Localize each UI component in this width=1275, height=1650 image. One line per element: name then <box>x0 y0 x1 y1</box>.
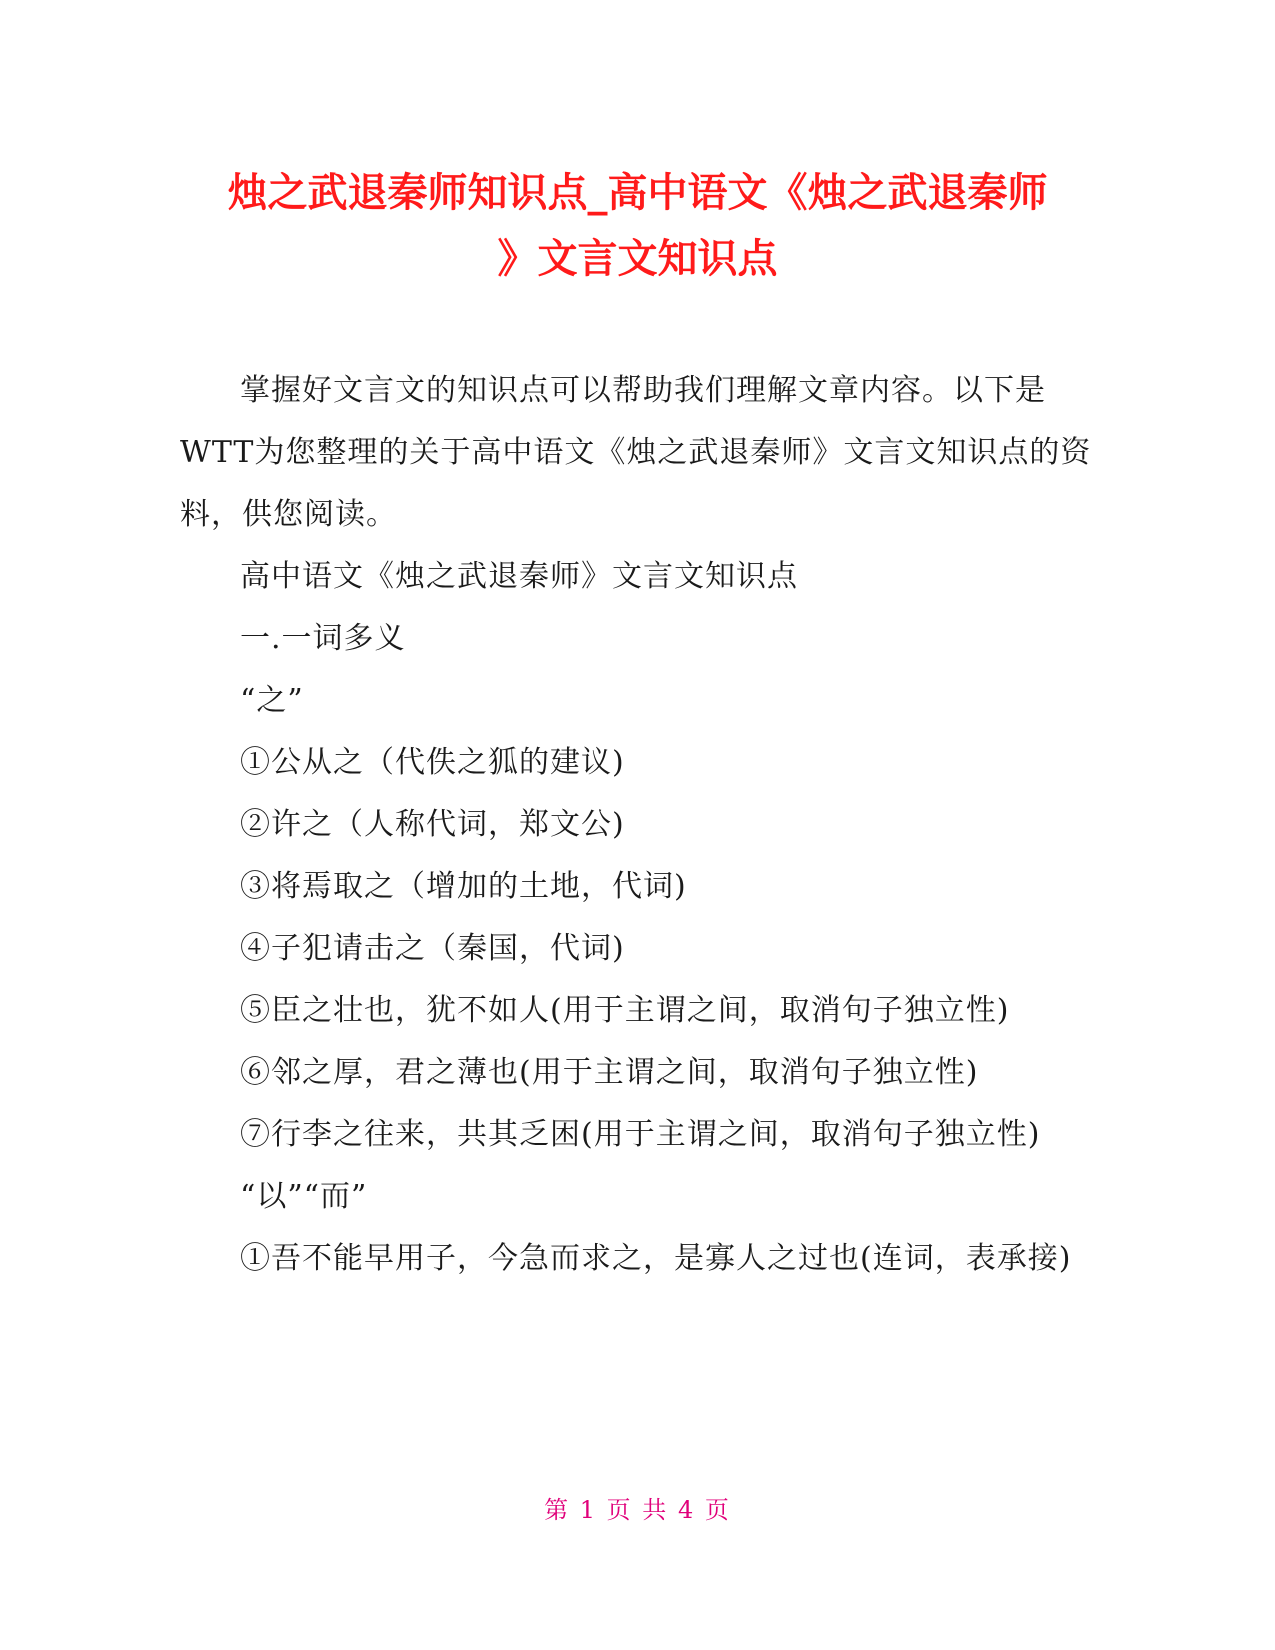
list-item: ①公从之（代佚之狐的建议) <box>240 745 625 780</box>
section-heading: 高中语文《烛之武退秦师》文言文知识点 <box>240 559 798 594</box>
document-title <box>180 160 1095 292</box>
title-line-1: 烛之武退秦师知识点_高中语文《烛之武退秦师 <box>227 170 1048 216</box>
list-item: ④子犯请击之（秦国，代词) <box>240 931 625 966</box>
list-item: ②许之（人称代词，郑文公) <box>240 807 625 842</box>
list-item: ③将焉取之（增加的土地，代词) <box>240 869 687 904</box>
page-number-footer: 第 1 页 共 4 页 <box>544 1496 731 1524</box>
list-item: ⑤臣之壮也，犹不如人(用于主谓之间，取消句子独立性) <box>240 993 1010 1028</box>
intro-paragraph: 掌握好文言文的知识点可以帮助我们理解文章内容。以下是WTT为您整理的关于高中语文《烛之武退秦师》文言文知识点的资料，供您阅读。 <box>180 373 1092 532</box>
term-heading-yi-er: “以”“而” <box>240 1179 368 1214</box>
list-item: ⑥邻之厚，君之薄也(用于主谓之间，取消句子独立性) <box>240 1055 979 1090</box>
list-item: ①吾不能早用子，今急而求之，是寡人之过也(连词，表承接) <box>240 1241 1072 1276</box>
term-heading-zhi: “之” <box>240 683 304 718</box>
list-item: ⑦行李之往来，共其乏困(用于主谓之间，取消句子独立性) <box>240 1117 1041 1152</box>
subsection-heading: 一.一词多义 <box>240 621 406 656</box>
title-line-2: 》文言文知识点 <box>497 236 778 282</box>
document-body <box>180 360 1095 1290</box>
